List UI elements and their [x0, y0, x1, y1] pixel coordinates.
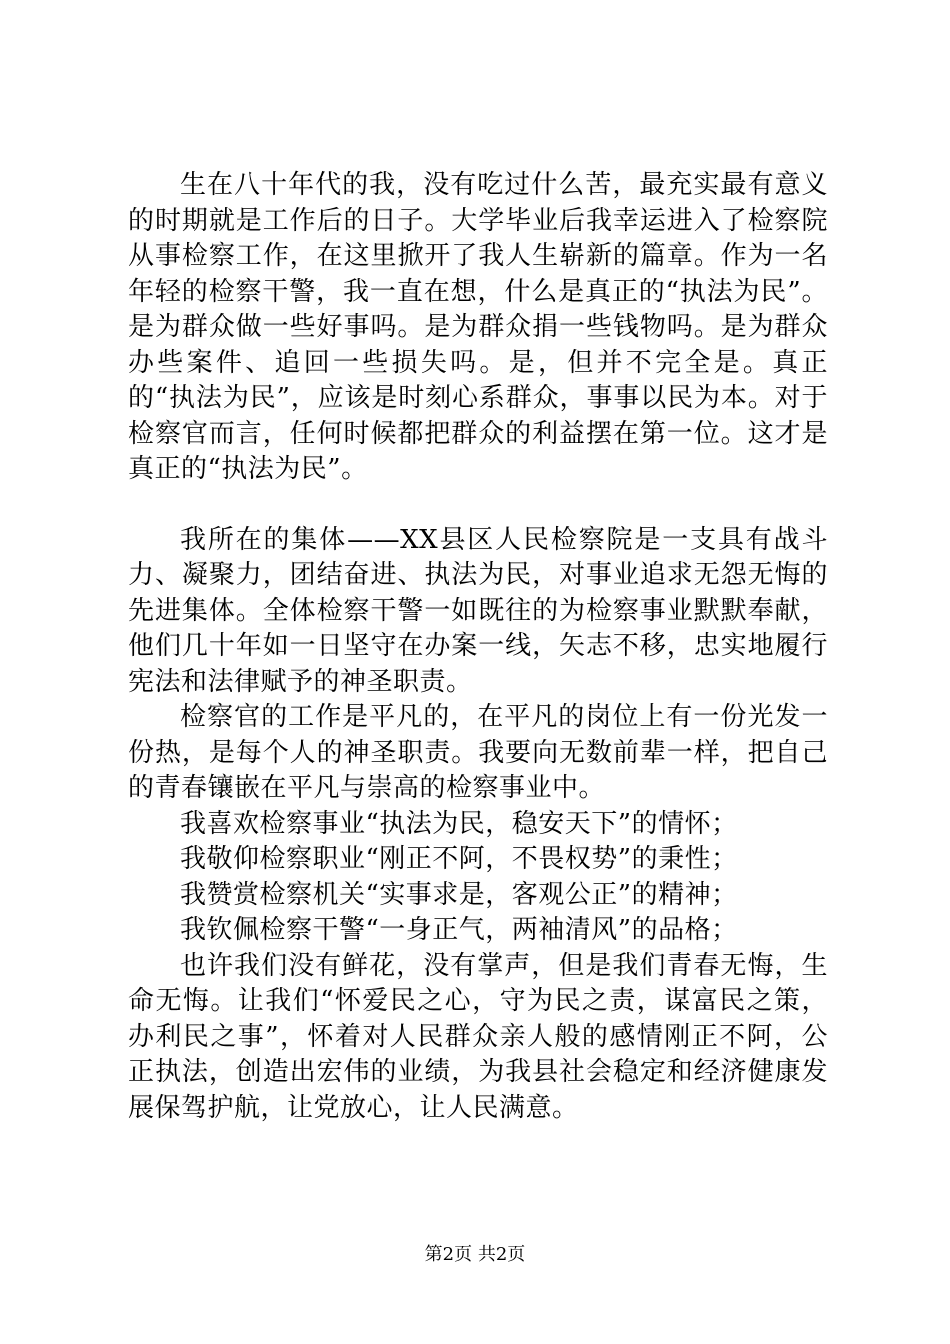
paragraph-conclusion: 也许我们没有鲜花，没有掌声，但是我们青春无悔，生命无悔。让我们“怀爱民之心，守为民之责，谋富民之策，办利民之事”，怀着对人民群众亲人般的感情刚正不阿，公正执法，创造出宏伟的业绩，为我县社会稳定和经济健康发展保驾护航，让党放心，让人民满意。 [128, 950, 828, 1123]
paragraph-ordinary-work: 检察官的工作是平凡的，在平凡的岗位上有一份光发一份热，是每个人的神圣职责。我要向无数前辈一样，把自己的青春镶嵌在平凡与崇高的检察事业中。 [128, 702, 828, 803]
page-footer: 第2页 共2页 [424, 1244, 526, 1265]
paragraph-like: 我喜欢检察事业“执法为民，稳安天下”的情怀； [180, 808, 738, 839]
paragraph-admire: 我钦佩检察干警“一身正气，两袖清风”的品格； [180, 915, 738, 945]
paragraph-appreciate: 我赞赏检察机关“实事求是，客观公正”的精神； [180, 879, 738, 910]
paragraph-intro: 生在八十年代的我，没有吃过什么苦，最充实最有意义的时期就是工作后的日子。大学毕业后我幸运进入了检察院从事检察工作，在这里掀开了我人生崭新的篇章。作为一名年轻的检察干警，我一直在想，什么是真正的“执法为民”。是为群众做一些好事吗。是为群众捐一些钱物吗。是为群众办些案件、追回一些损失吗。是，但并不完全是。真正的“执法为民”，应该是时刻心系群众，事事以民为本。对于检察官而言，任何时候都把群众的利益摆在第一位。这才是真正的“执法为民”。 [128, 170, 828, 484]
paragraph-respect: 我敬仰检察职业“刚正不阿，不畏权势”的秉性； [180, 844, 738, 874]
document-body [128, 168, 828, 1126]
paragraph-collective: 我所在的集体——XX县区人民检察院是一支具有战斗力、凝聚力，团结奋进、执法为民，对事业追求无怨无悔的先进集体。全体检察干警一如既往的为检察事业默默奉献，他们几十年如一日坚守在办案一线，矢志不移，忠实地履行宪法和法律赋予的神圣职责。 [128, 524, 828, 697]
